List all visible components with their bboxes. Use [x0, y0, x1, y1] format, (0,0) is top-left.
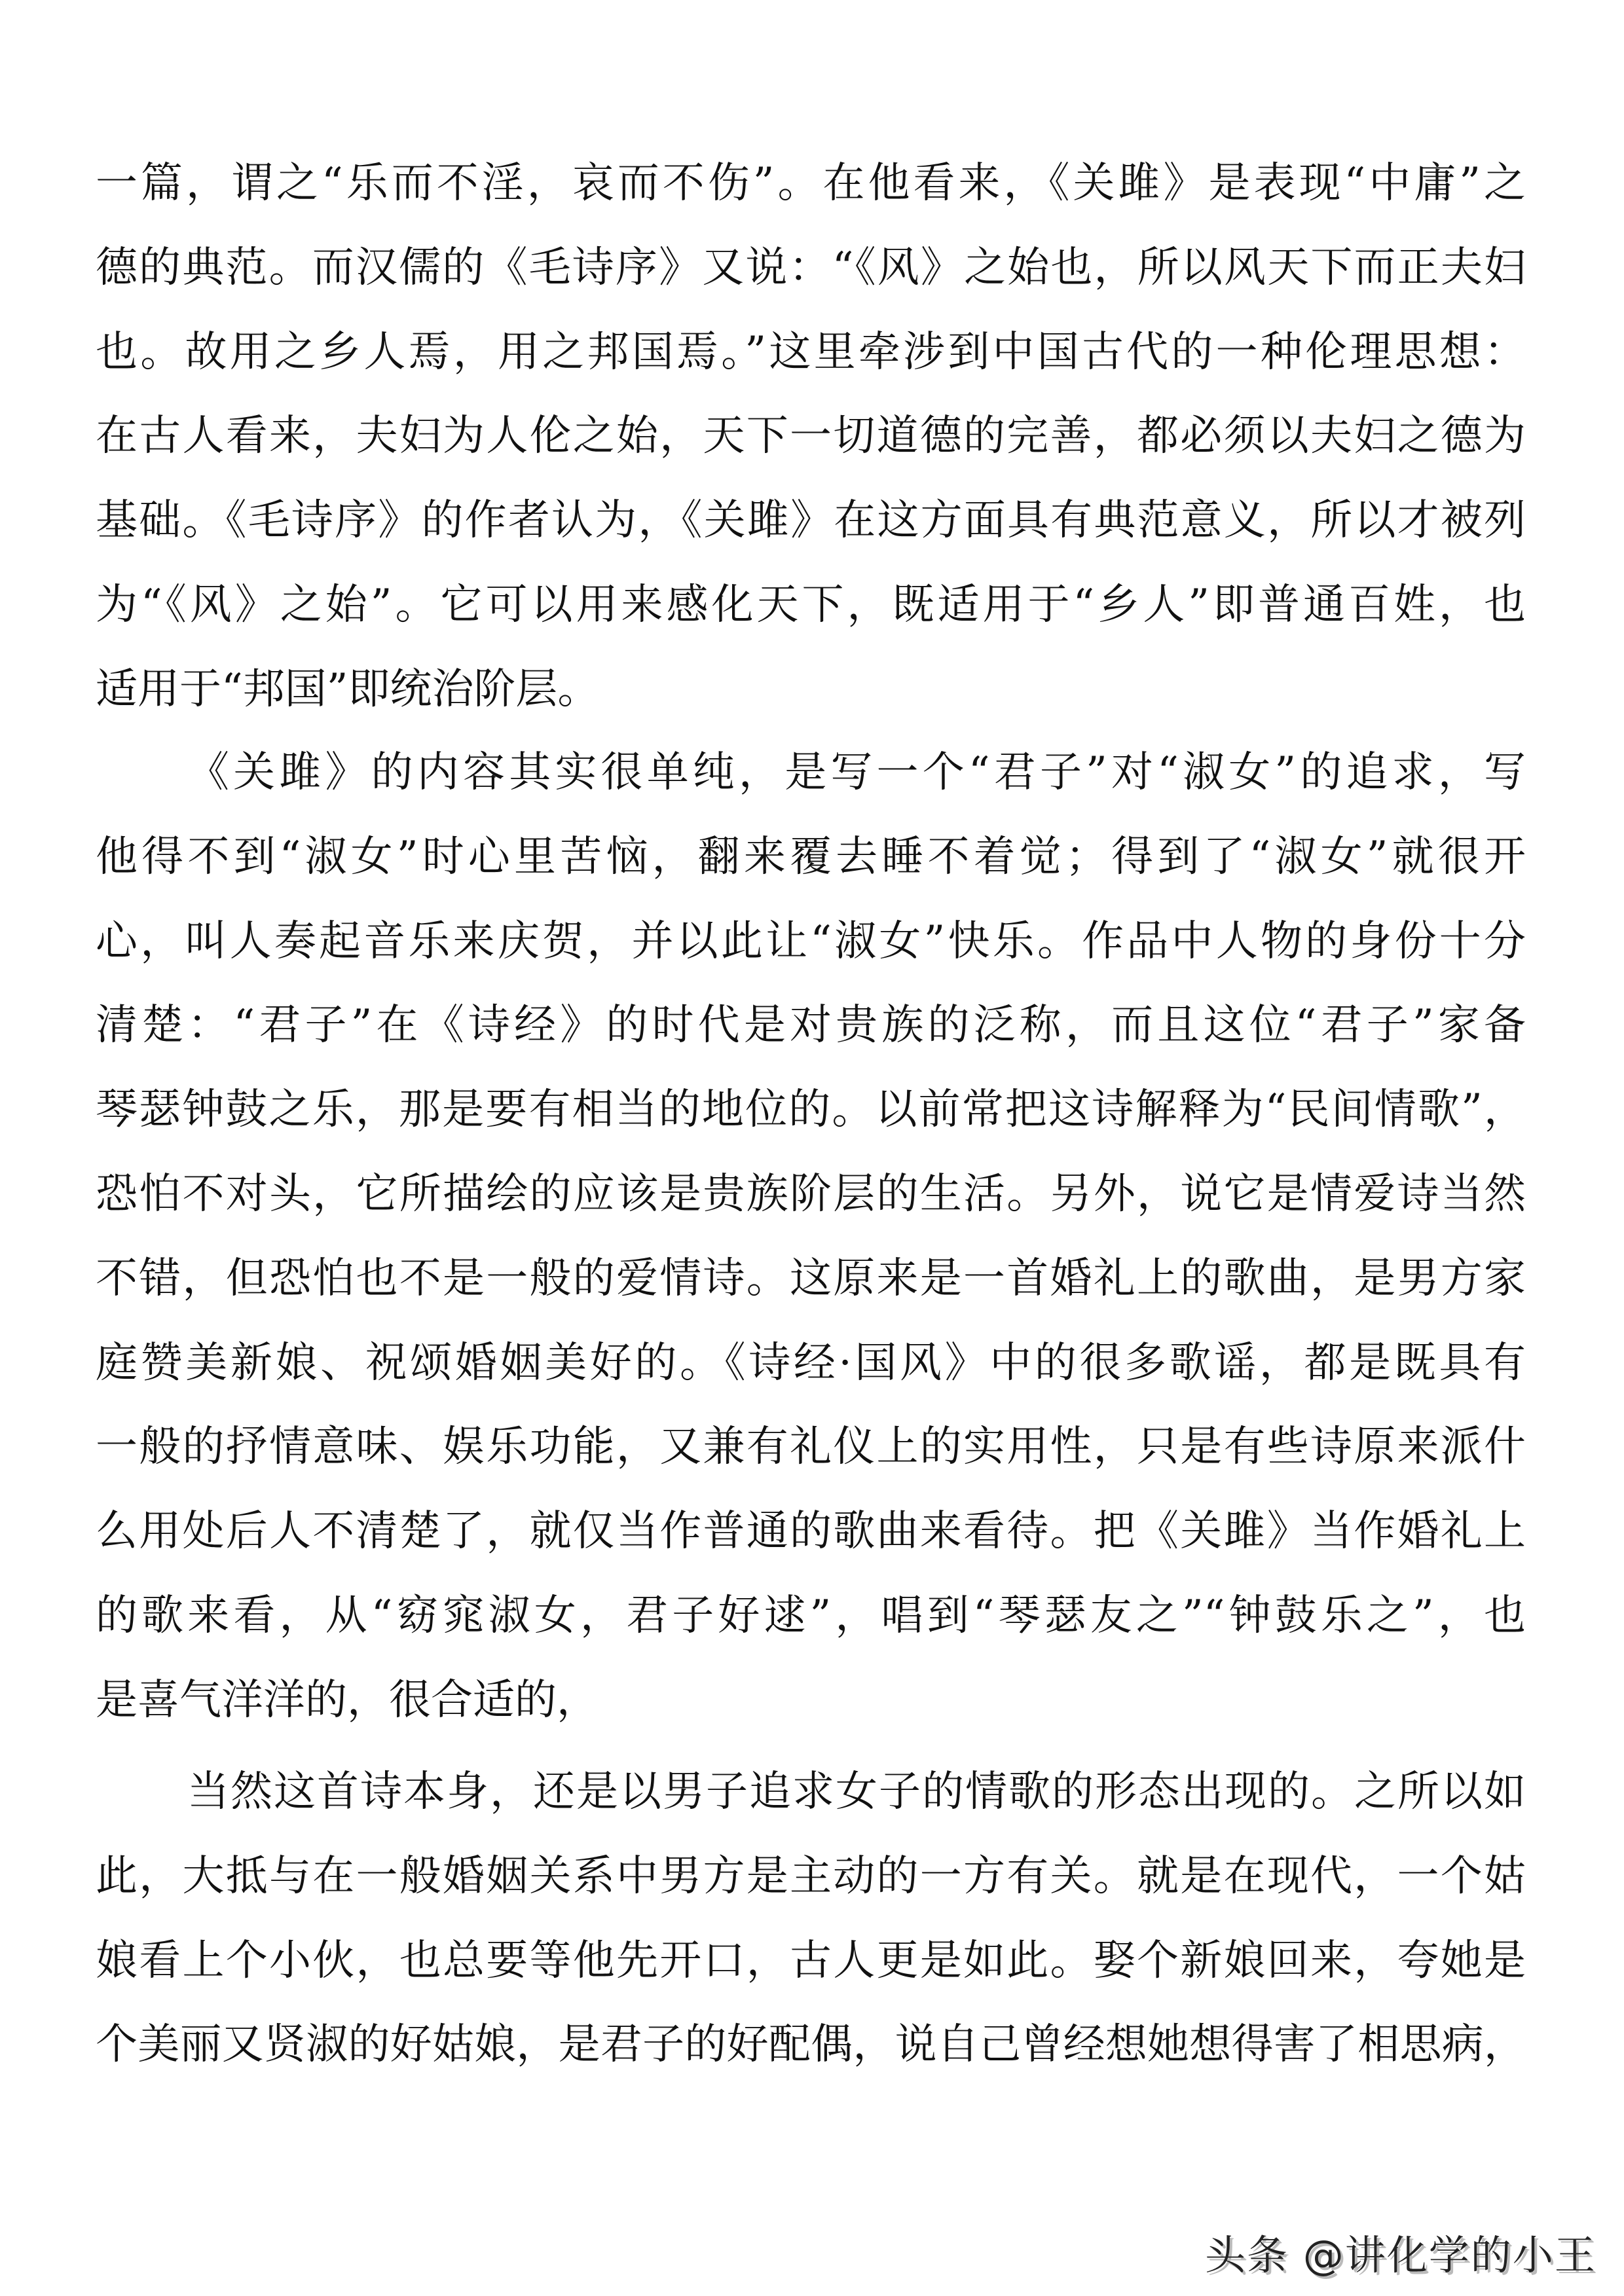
text-line: 适用于“邦国”即统治阶层。: [96, 665, 600, 714]
text-line: 清楚：“君子”在《诗经》的时代是对贵族的泛称，而且这位“君子”家备: [96, 1001, 1526, 1050]
text-line: 在古人看来，夫妇为人伦之始，天下一切道德的完善，都必须以夫妇之德为: [96, 412, 1526, 461]
text-line: 恐怕不对头，它所描绘的应该是贵族阶层的生活。另外，说它是情爱诗当然: [96, 1170, 1526, 1218]
text-line: 《关雎》的内容其实很单纯，是写一个“君子”对“淑女”的追求，写: [187, 748, 1526, 797]
text-line: 他得不到“淑女”时心里苦恼，翻来覆去睡不着觉；得到了“淑女”就很开: [96, 832, 1526, 881]
text-line: 心，叫人奏起音乐来庆贺，并以此让“淑女”快乐。作品中人物的身份十分: [96, 917, 1526, 966]
text-line: 个美丽又贤淑的好姑娘，是君子的好配偶，说自己曾经想她想得害了相思病，: [96, 2020, 1526, 2069]
text-line: 庭赞美新娘、祝颂婚姻美好的。《诗经·国风》中的很多歌谣，都是既具有: [96, 1338, 1526, 1387]
text-line: 一般的抒情意味、娱乐功能，又兼有礼仪上的实用性，只是有些诗原来派什: [96, 1423, 1526, 1472]
text-line: 的歌来看，从“窈窕淑女，君子好逑”，唱到“琴瑟友之”“钟鼓乐之”，也: [96, 1592, 1526, 1640]
text-line: 是喜气洋洋的，很合适的，: [96, 1675, 599, 1724]
text-line: 当然这首诗本身，还是以男子追求女子的情歌的形态出现的。之所以如: [187, 1768, 1526, 1816]
text-line: 娘看上个小伙，也总要等他先开口，古人更是如此。娶个新娘回来，夸她是: [96, 1936, 1526, 1985]
text-line: 么用处后人不清楚了，就仅当作普通的歌曲来看待。把《关雎》当作婚礼上: [96, 1507, 1526, 1556]
text-line: 一篇，谓之“乐而不淫，哀而不伤”。在他看来，《关雎》是表现“中庸”之: [96, 159, 1526, 208]
text-line: 也。故用之乡人焉，用之邦国焉。”这里牵涉到中国古代的一种伦理思想：: [96, 327, 1526, 376]
text-line: 德的典范。而汉儒的《毛诗序》又说：“《风》之始也，所以风天下而正夫妇: [96, 243, 1526, 292]
text-line: 此，大抵与在一般婚姻关系中男方是主动的一方有关。就是在现代，一个姑: [96, 1851, 1526, 1901]
text-line: 基础。《毛诗序》的作者认为，《关雎》在这方面具有典范意义，所以才被列: [96, 496, 1526, 545]
watermark: 头条 @讲化学的小王: [1205, 2231, 1596, 2279]
text-line: 为“《风》之始”。它可以用来感化天下，既适用于“乡人”即普通百姓，也: [96, 581, 1526, 629]
text-line: 不错，但恐怕也不是一般的爱情诗。这原来是一首婚礼上的歌曲，是男方家: [96, 1254, 1526, 1303]
text-line: 琴瑟钟鼓之乐，那是要有相当的地位的。以前常把这诗解释为“民间情歌”，: [96, 1085, 1526, 1135]
